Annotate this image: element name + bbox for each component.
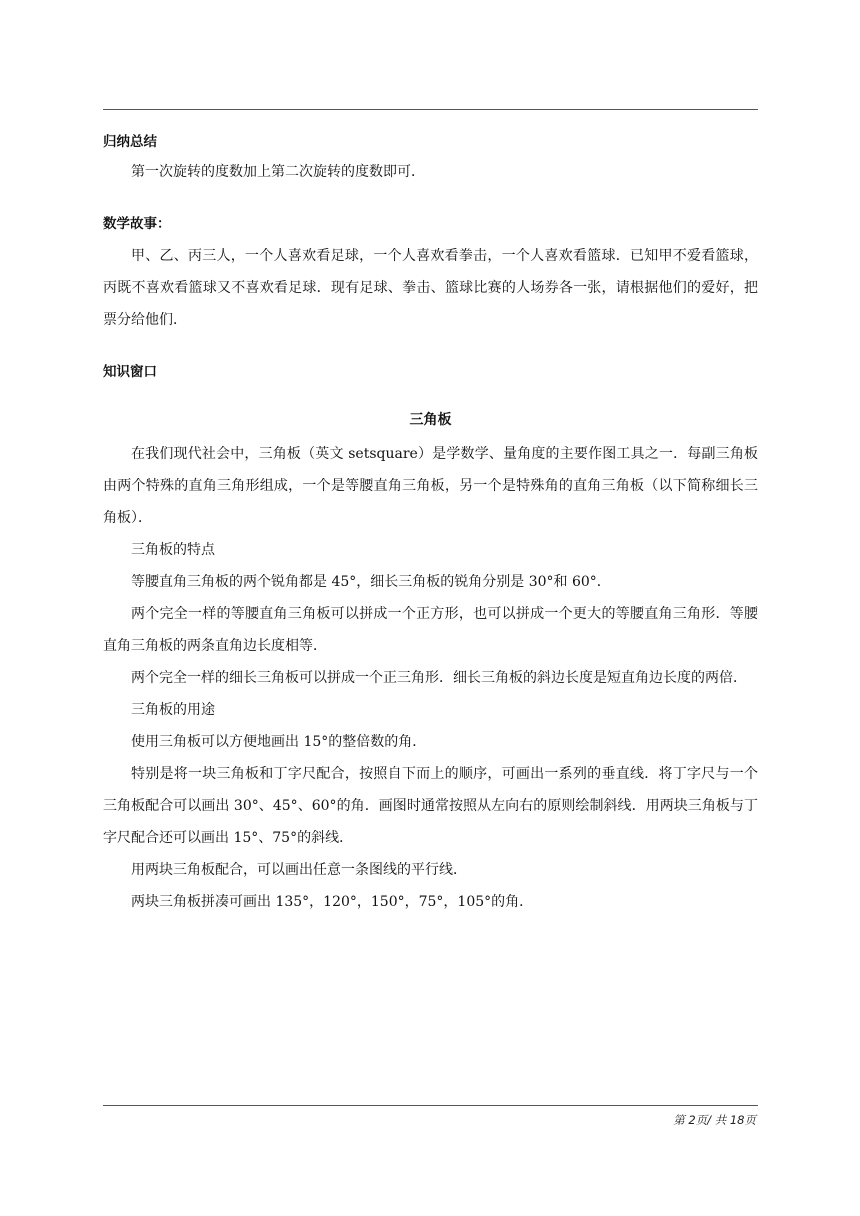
subheading-uses: 三角板的用途 [131,702,215,718]
story-heading: 数学故事： [103,216,171,232]
knowledge-paragraph: 两个完全一样的等腰直角三角板可以拼成一个正方形，也可以拼成一个更大的等腰直角三角形．等腰直角三角板的两条直角边长度相等． [103,606,758,654]
document-body [103,128,758,918]
page-number: 第 2页/ 共 18页 [673,1113,756,1127]
subheading-features: 三角板的特点 [131,542,215,558]
knowledge-paragraph: 特别是将一块三角板和丁字尺配合，按照自下而上的顺序，可画出一系列的垂直线．将丁字尺与一个三角板配合可以画出 30°、45°、60°的角．画图时通常按照从左向右的原则绘制斜线．用两块三角板与丁字尺配合还可以画出 15°、75°的斜线． [103,766,758,846]
knowledge-paragraph: 使用三角板可以方便地画出 15°的整倍数的角． [131,734,427,750]
knowledge-paragraph: 等腰直角三角板的两个锐角都是 45°，细长三角板的锐角分别是 30°和 60°． [131,574,611,590]
knowledge-heading: 知识窗口 [103,364,157,380]
summary-heading: 归纳总结 [103,134,157,150]
knowledge-paragraph: 两块三角板拼凑可画出 135°，120°，150°，75°，105°的角． [131,894,534,910]
story-text: 甲、乙、丙三人，一个人喜欢看足球，一个人喜欢看拳击，一个人喜欢看篮球．已知甲不爱看篮球，丙既不喜欢看篮球又不喜欢看足球．现有足球、拳击、篮球比赛的人场券各一张，请根据他们的爱好，把票分给他们． [103,248,758,328]
knowledge-paragraph: 在我们现代社会中，三角板（英文 setsquare）是学数学、量角度的主要作图工具之一．每副三角板由两个特殊的直角三角形组成，一个是等腰直角三角板，另一个是特殊角的直角三角板（以下简称细长三角板）． [103,446,758,526]
summary-text: 第一次旋转的度数加上第二次旋转的度数即可． [131,164,425,180]
knowledge-paragraph: 两个完全一样的细长三角板可以拼成一个正三角形．细长三角板的斜边长度是短直角边长度的两倍． [131,670,747,686]
knowledge-paragraph: 用两块三角板配合，可以画出任意一条图线的平行线． [131,862,467,878]
footer-rule [103,1105,758,1106]
article-title: 三角板 [409,412,452,428]
header-rule [103,109,758,110]
